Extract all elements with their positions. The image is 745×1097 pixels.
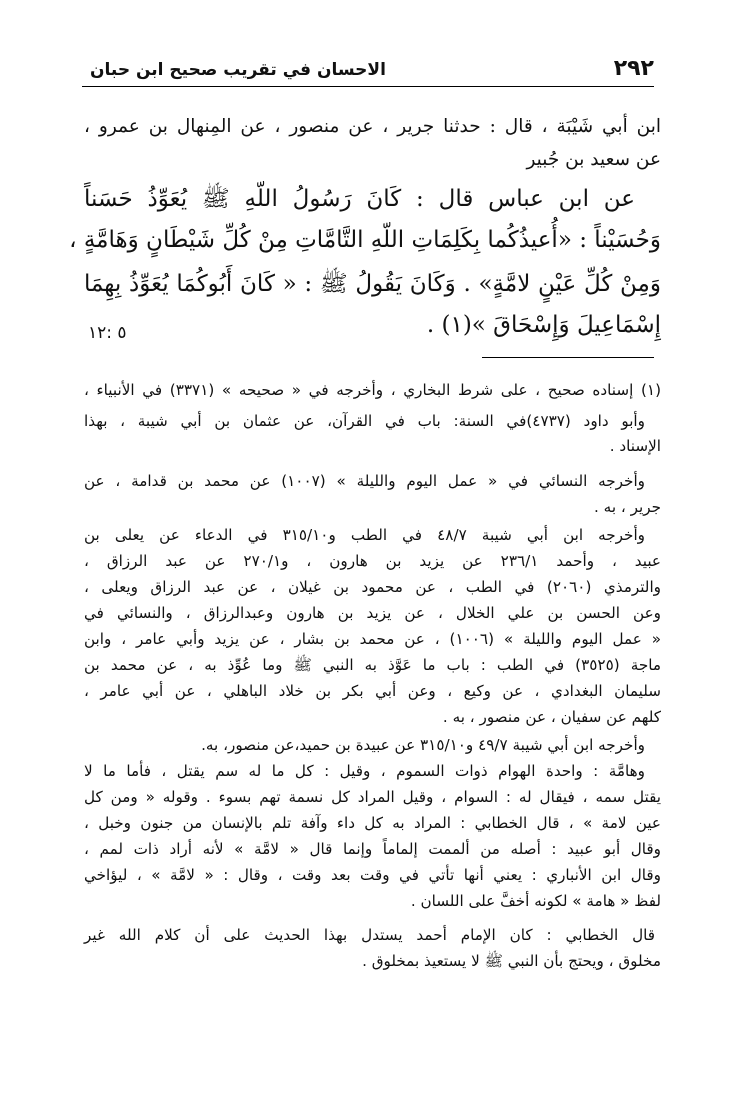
hadith-text-line: وَمِنْ كُلِّ عَيْنٍ لامَّةٍ» . وَكَانَ يَقُولُ ﷺ : « كَانَ أَبُوكُمَا يُعَوِّذُ بِهِمَا — [84, 271, 661, 297]
footnote-line: والترمذي (٢٠٦٠) في الطب ، عن محمود بن غيلان ، عن عبد الرزاق ويعلى ، — [84, 578, 661, 596]
running-title: الاحسان في تقريب صحيح ابن حبان — [90, 60, 386, 80]
footnote-line: لفظ « هامة » لكونه أخفَّ على اللسان . — [410, 892, 661, 910]
footnote-line: وقال أبو عبيد : أصله من ألممت إلماماً وإنما قال « لامَّة » لأنه أراد ذات لمم ، — [84, 840, 661, 858]
footnote-line: وأبو داود (٤٧٣٧)في السنة: باب في القرآن، عن عثمان بن أبي شيبة ، بهذا — [84, 412, 645, 430]
marginal-reference: ٥ :١٢ — [88, 323, 127, 343]
hadith-text-line: وَحُسَيْناً : «أُعيذُكُما بِكَلِمَاتِ اللّهِ التَّامَّاتِ مِنْ كُلِّ شَيْطَانٍ وَهَامَّةٍ ، — [69, 227, 661, 253]
chain-line: عن سعيد بن جُبير — [526, 149, 661, 170]
footnote-line: وأخرجه النسائي في « عمل اليوم والليلة » (١٠٠٧) عن محمد بن قدامة ، عن — [84, 472, 645, 490]
page-number: ٢٩٢ — [613, 56, 654, 81]
header-rule — [82, 86, 654, 87]
footnote-line: عين لامة » ، قال الخطابي : المراد به كل داء وآفة تلم بالإنسان من جنون وخبل ، — [84, 814, 661, 832]
footnote-line: وقال ابن الأنباري : يعني أنها تأتي في وقت بعد وقت ، وقال : « لامَّة » ، ليؤاخي — [84, 866, 661, 884]
footnote-line: « عمل اليوم والليلة » (١٠٠٦) ، عن محمد بن بشار ، عن يزيد وأبي عامر ، وابن — [84, 630, 661, 648]
chain-line: ابن أبي شَيْبَة ، قال : حدثنا جرير ، عن منصور ، عن المِنهال بن عمرو ، — [84, 116, 661, 137]
footnote-line: وهامَّة : واحدة الهوام ذوات السموم ، وقيل : كل ما له سم يقتل ، فأما ما لا — [84, 762, 645, 780]
footnote-line: سليمان البغدادي ، عن وكيع ، وعن أبي بكر بن خلاد الباهلي ، عن أبي عامر ، — [84, 682, 661, 700]
footnote-line: الإسناد . — [609, 437, 661, 455]
footnote-line: وأخرجه ابن أبي شيبة ٤٩/٧ و٣١٥/١٠ عن عبيدة بن حميد،عن منصور، به. — [201, 736, 645, 754]
footnote-line: قال الخطابي : كان الإمام أحمد يستدل بهذا الحديث على أن كلام الله غير — [84, 926, 655, 944]
footnote-line: (١) إسناده صحيح ، على شرط البخاري ، وأخرجه في « صحيحه » (٣٣٧١) في الأنبياء ، — [84, 381, 661, 399]
footnote-line: ماجة (٣٥٢٥) في الطب : باب ما عَوَّذ به النبي ﷺ وما عُوِّذ به ، عن محمد بن — [84, 656, 662, 674]
hadith-text-line: إِسْمَاعِيلَ وَإِسْحَاقَ »(١) . — [426, 312, 661, 338]
footnote-line: عبيد ، وأحمد ٢٣٦/١ عن يزيد بن هارون ، و٢٧٠/١ عن عبد الرزاق ، — [84, 552, 661, 570]
footnote-separator — [482, 357, 654, 358]
footnote-line: جرير ، به . — [594, 498, 661, 516]
hadith-text-line: عن ابن عباس قال : كَانَ رَسُولُ اللّهِ ﷺ يُعَوِّذُ حَسَناً — [84, 186, 635, 212]
footnote-line: مخلوق ، ويحتج بأن النبي ﷺ لا يستعيذ بمخلوق . — [362, 952, 661, 970]
footnote-line: كلهم عن سفيان ، عن منصور ، به . — [442, 708, 661, 726]
page-header — [82, 56, 654, 86]
footnote-line: وأخرجه ابن أبي شيبة ٤٨/٧ في الطب و٣١٥/١٠ في الدعاء عن يعلى بن — [84, 526, 645, 544]
footnote-line: وعن الحسن بن علي الخلال ، عن يزيد بن هارون وعبدالرزاق ، والنسائي في — [84, 604, 661, 622]
footnote-line: يقتل سمه ، فيقال له : السوام ، وقيل المراد كل نسمة تهم بسوء . وقوله « ومن كل — [84, 788, 661, 806]
